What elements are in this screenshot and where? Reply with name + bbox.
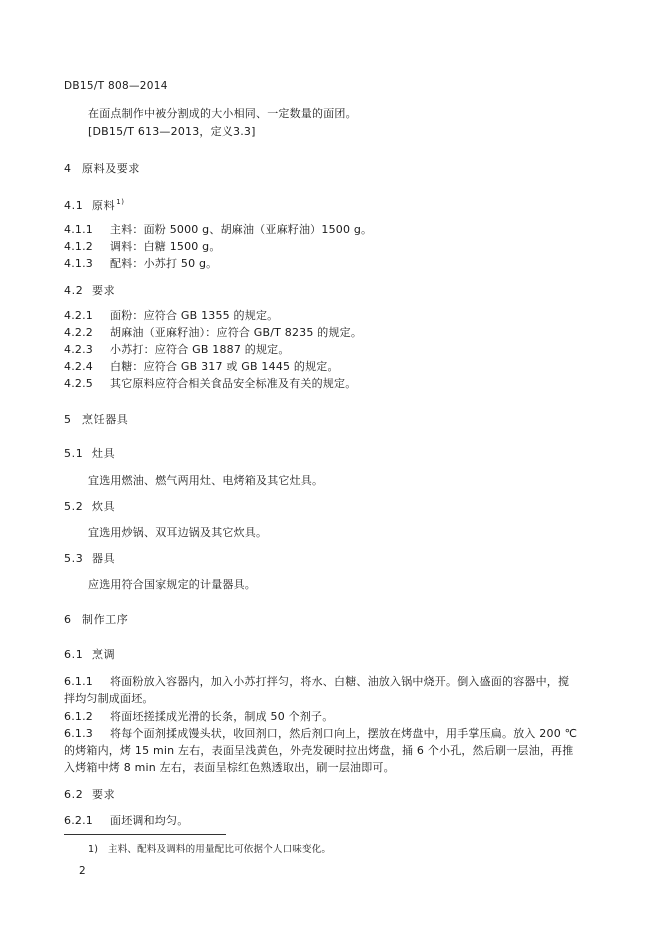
subsection-4-1-number: 4.1 bbox=[64, 199, 84, 212]
clause-text: 将面坯搓揉成光滑的长条，制成 50 个剂子。 bbox=[110, 710, 334, 723]
clause-number: 4.2.5 bbox=[64, 377, 93, 390]
clause-number: 4.1.3 bbox=[64, 257, 93, 270]
clause-4-1-3 bbox=[64, 257, 217, 271]
subsection-5-3-number: 5.3 bbox=[64, 552, 84, 565]
subsection-6-2-number: 6.2 bbox=[64, 788, 84, 801]
clause-text: 胡麻油（亚麻籽油）：应符合 GB/T 8235 的规定。 bbox=[110, 326, 363, 339]
clause-text: 将每个面剂揉成馒头状，收回剂口，然后剂口向上，摆放在烤盘中，用手掌压扁。放入 200 ℃ bbox=[110, 727, 578, 740]
definition-text: 在面点制作中被分割成的大小相同、一定数量的面团。 bbox=[88, 107, 357, 120]
subsection-6-1-title: 烹调 bbox=[92, 648, 116, 661]
clause-text: 白糖：应符合 GB 317 或 GB 1445 的规定。 bbox=[110, 360, 339, 373]
footnote-reference-mark: 1) bbox=[116, 198, 125, 206]
clause-number: 6.1.3 bbox=[64, 727, 93, 740]
definition-source: [DB15/T 613—2013，定义3.3] bbox=[88, 125, 256, 138]
clause-6-1-3-line-2: 的烤箱内，烤 15 min 左右，表面呈浅黄色，外壳发硬时拉出烤盘，捅 6 个小孔，然后刷一层油，再推 bbox=[64, 744, 574, 757]
section-5-heading bbox=[64, 413, 128, 427]
clause-text: 面粉：应符合 GB 1355 的规定。 bbox=[110, 309, 279, 322]
clause-number: 4.1.2 bbox=[64, 240, 93, 253]
footnote-mark: 1) bbox=[88, 844, 99, 855]
subsection-4-1-heading bbox=[64, 195, 125, 213]
section-4-title: 原料及要求 bbox=[82, 162, 140, 175]
section-5-number: 5 bbox=[64, 413, 72, 426]
footnote bbox=[88, 843, 331, 857]
clause-number: 6.1.2 bbox=[64, 710, 93, 723]
clause-number: 6.1.1 bbox=[64, 675, 93, 688]
footnote-text: 主料、配料及调料的用量配比可依据个人口味变化。 bbox=[108, 844, 332, 855]
subsection-4-2-title: 要求 bbox=[92, 284, 116, 297]
subsection-5-2-heading bbox=[64, 500, 115, 514]
subsection-5-1-heading bbox=[64, 447, 115, 461]
section-6-heading bbox=[64, 613, 128, 627]
subsection-5-3-heading bbox=[64, 552, 115, 566]
subsection-5-2-number: 5.2 bbox=[64, 500, 84, 513]
section-6-title: 制作工序 bbox=[82, 613, 129, 626]
clause-number: 4.2.4 bbox=[64, 360, 93, 373]
clause-text: 将面粉放入容器内，加入小苏打拌匀，将水、白糖、油放入锅中烧开。倒入盛面的容器中，搅 bbox=[110, 675, 570, 688]
document-code-header: DB15/T 808—2014 bbox=[64, 80, 168, 92]
clause-4-2-5 bbox=[64, 377, 356, 391]
clause-6-1-2 bbox=[64, 710, 333, 724]
clause-4-2-2 bbox=[64, 326, 362, 340]
clause-4-1-2 bbox=[64, 240, 221, 254]
clause-number: 4.2.3 bbox=[64, 343, 93, 356]
section-5-title: 烹饪器具 bbox=[82, 413, 129, 426]
subsection-5-1-number: 5.1 bbox=[64, 447, 84, 460]
clause-6-1-3-line-1 bbox=[64, 727, 577, 741]
subsection-5-3-body: 应选用符合国家规定的计量器具。 bbox=[88, 578, 256, 591]
subsection-4-2-number: 4.2 bbox=[64, 284, 84, 297]
section-4-number: 4 bbox=[64, 162, 72, 175]
clause-6-1-3-line-3: 入烤箱中烤 8 min 左右，表面呈棕红色熟透取出，刷一层油即可。 bbox=[64, 761, 395, 774]
footnote-separator bbox=[64, 834, 226, 835]
subsection-4-2-heading bbox=[64, 284, 115, 298]
clause-text: 小苏打：应符合 GB 1887 的规定。 bbox=[110, 343, 290, 356]
subsection-5-1-title: 灶具 bbox=[92, 447, 116, 460]
subsection-5-3-title: 器具 bbox=[92, 552, 116, 565]
clause-text: 其它原料应符合相关食品安全标准及有关的规定。 bbox=[110, 377, 357, 390]
subsection-5-1-body: 宜选用燃油、燃气两用灶、电烤箱及其它灶具。 bbox=[88, 474, 324, 487]
clause-number: 4.2.1 bbox=[64, 309, 93, 322]
clause-number: 4.1.1 bbox=[64, 223, 93, 236]
subsection-6-2-heading bbox=[64, 788, 115, 802]
page-number: 2 bbox=[79, 865, 86, 877]
subsection-4-1-title: 原料 bbox=[92, 199, 116, 212]
section-6-number: 6 bbox=[64, 613, 72, 626]
clause-4-2-4 bbox=[64, 360, 339, 374]
clause-6-1-1-line-2: 拌均匀制成面坯。 bbox=[64, 692, 154, 705]
subsection-6-2-title: 要求 bbox=[92, 788, 116, 801]
subsection-5-2-title: 炊具 bbox=[92, 500, 116, 513]
clause-4-1-1 bbox=[64, 223, 372, 237]
clause-text: 配料：小苏打 50 g。 bbox=[110, 257, 218, 270]
subsection-6-1-heading bbox=[64, 648, 115, 662]
clause-text: 主料：面粉 5000 g、胡麻油（亚麻籽油）1500 g。 bbox=[110, 223, 373, 236]
clause-6-2-1 bbox=[64, 814, 188, 828]
section-4-heading bbox=[64, 162, 140, 176]
clause-number: 4.2.2 bbox=[64, 326, 93, 339]
clause-number: 6.2.1 bbox=[64, 814, 93, 827]
subsection-6-1-number: 6.1 bbox=[64, 648, 84, 661]
clause-4-2-1 bbox=[64, 309, 278, 323]
clause-4-2-3 bbox=[64, 343, 290, 357]
clause-text: 面坯调和均匀。 bbox=[110, 814, 189, 827]
clause-6-1-1-line-1 bbox=[64, 675, 569, 689]
subsection-5-2-body: 宜选用炒锅、双耳边锅及其它炊具。 bbox=[88, 526, 268, 539]
clause-text: 调料：白糖 1500 g。 bbox=[110, 240, 221, 253]
